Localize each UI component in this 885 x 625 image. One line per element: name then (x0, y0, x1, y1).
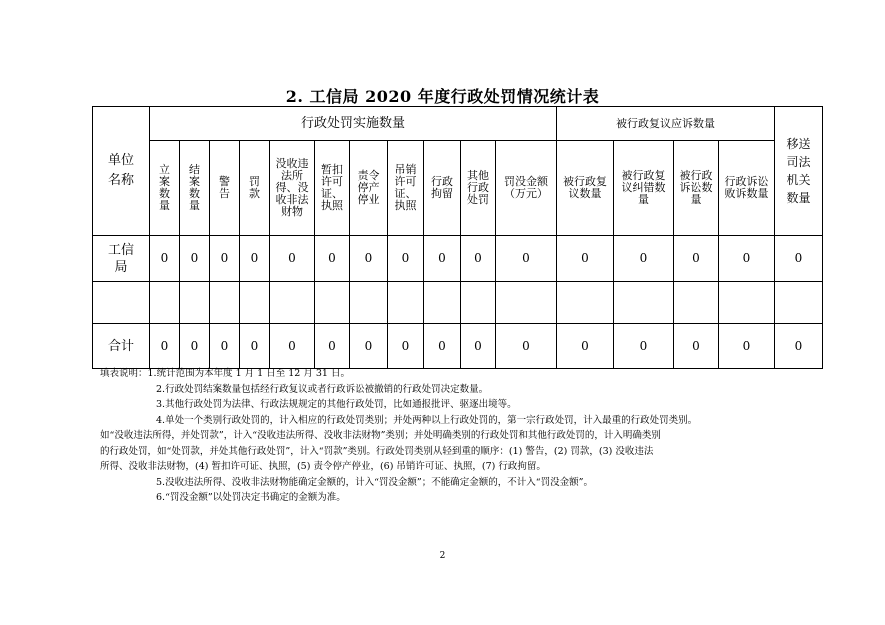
unit-name-header: 单位名称 (93, 107, 150, 236)
note-line: 2.行政处罚结案数量包括经行政复议或者行政诉讼被撤销的行政处罚决定数量。 (156, 383, 489, 395)
table-cell (350, 282, 388, 324)
table-cell: 0 (210, 324, 240, 369)
table-cell (496, 282, 557, 324)
col-header-revoke-license: 吊销许可证、执照 (388, 141, 424, 236)
table-cell: 0 (240, 324, 270, 369)
table-cell: 0 (350, 324, 388, 369)
note-line: 的行政处罚，如“处罚款，并处其他行政处罚”，计入“罚款”类别。行政处罚类别从轻到重的顺序：(1) 警告，(2) 罚款，(3) 没收违法 (100, 445, 654, 457)
table-cell: 0 (388, 324, 424, 369)
table-cell: 0 (557, 324, 614, 369)
col-header-closed: 结案数量 (180, 141, 210, 236)
note-line: 填表说明：1.统计范围为本年度 1 月 1 日至 12 月 31 日。 (100, 368, 350, 379)
table-cell: 0 (180, 236, 210, 282)
note-line: 5.没收违法所得、没收非法财物能确定金额的，计入“罚没金额”；不能确定金额的，不计入“罚没金额”。 (156, 476, 593, 488)
table-cell: 0 (180, 324, 210, 369)
table-cell: 0 (461, 324, 496, 369)
table-cell (614, 282, 674, 324)
table-cell (388, 282, 424, 324)
table-cell (557, 282, 614, 324)
table-cell: 0 (150, 324, 180, 369)
table-cell: 0 (557, 236, 614, 282)
table-cell: 0 (496, 236, 557, 282)
col-header-review: 被行政复议数量 (557, 141, 614, 236)
col-header-confiscation: 没收违法所得、没收非法财物 (270, 141, 315, 236)
col-header-warning: 警告 (210, 141, 240, 236)
row-label: 工信局 (93, 236, 150, 282)
table-cell: 0 (614, 236, 674, 282)
table-cell (775, 282, 823, 324)
table-cell: 0 (150, 236, 180, 282)
table-cell: 0 (424, 324, 461, 369)
col-header-suspend-license: 暂扣许可证、执照 (315, 141, 350, 236)
table-cell: 0 (388, 236, 424, 282)
table-cell: 0 (461, 236, 496, 282)
col-header-amount: 罚没金额（万元） (496, 141, 557, 236)
table-cell: 0 (350, 236, 388, 282)
col-header-detention: 行政拘留 (424, 141, 461, 236)
col-header-review-corrected: 被行政复议纠错数量 (614, 141, 674, 236)
table-cell: 0 (315, 324, 350, 369)
col-header-filed: 立案数量 (150, 141, 180, 236)
col-header-litigation-lost: 行政诉讼败诉数量 (719, 141, 775, 236)
page-number: 2 (439, 551, 446, 561)
col-header-fine: 罚款 (240, 141, 270, 236)
table-cell: 0 (719, 324, 775, 369)
note-line: 所得、没收非法财物，(4) 暂扣许可证、执照，(5) 责令停产停业，(6) 吊销许可证、执照，(7) 行政拘留。 (100, 461, 546, 472)
enforcement-group-header: 行政处罚实施数量 (150, 107, 557, 141)
table-cell: 0 (775, 236, 823, 282)
table-row (93, 282, 823, 324)
row-label (93, 282, 150, 324)
note-line: 4.单处一个类别行政处罚的，计入相应的行政处罚类别；并处两种以上行政处罚的，第一宗行政处罚，计入最重的行政处罚类别。 (156, 414, 698, 426)
table-cell (315, 282, 350, 324)
row-label-total: 合计 (93, 324, 150, 369)
table-cell (424, 282, 461, 324)
table-cell: 0 (674, 236, 719, 282)
table-cell: 0 (270, 236, 315, 282)
table-cell: 0 (210, 236, 240, 282)
table-cell (150, 282, 180, 324)
review-group-header: 被行政复议应诉数量 (557, 107, 775, 141)
table-row (93, 324, 823, 369)
page-title: 2. 工信局 2020 年度行政处罚情况统计表 (285, 87, 600, 106)
table-cell (270, 282, 315, 324)
col-header-other-penalty: 其他行政处罚 (461, 141, 496, 236)
table-cell: 0 (270, 324, 315, 369)
note-line: 6.“罚没金额”以处罚决定书确定的金额为准。 (156, 492, 346, 503)
table-cell: 0 (240, 236, 270, 282)
table-cell: 0 (424, 236, 461, 282)
table-cell: 0 (315, 236, 350, 282)
table-cell (210, 282, 240, 324)
table-cell: 0 (614, 324, 674, 369)
note-line: 如“没收违法所得，并处罚款”，计入“没收违法所得、没收非法财物”类别；并处明确类别的行政处罚和其他行政处罚的，计入明确类别 (100, 430, 661, 441)
table-cell: 0 (775, 324, 823, 369)
table-cell (461, 282, 496, 324)
table-cell (180, 282, 210, 324)
col-header-stop-production: 责令停产停业 (350, 141, 388, 236)
table-cell (240, 282, 270, 324)
table-cell: 0 (719, 236, 775, 282)
table-cell (719, 282, 775, 324)
statistics-table (92, 106, 823, 369)
table-row (93, 236, 823, 282)
transfer-judicial-header: 移送司法机关数量 (775, 107, 823, 236)
table-cell: 0 (674, 324, 719, 369)
notes-section (100, 366, 800, 506)
note-line: 3.其他行政处罚为法律、行政法规规定的其他行政处罚，比如通报批评、驱逐出境等。 (156, 399, 517, 410)
table-cell: 0 (496, 324, 557, 369)
col-header-litigation: 被行政诉讼数量 (674, 141, 719, 236)
table-cell (674, 282, 719, 324)
